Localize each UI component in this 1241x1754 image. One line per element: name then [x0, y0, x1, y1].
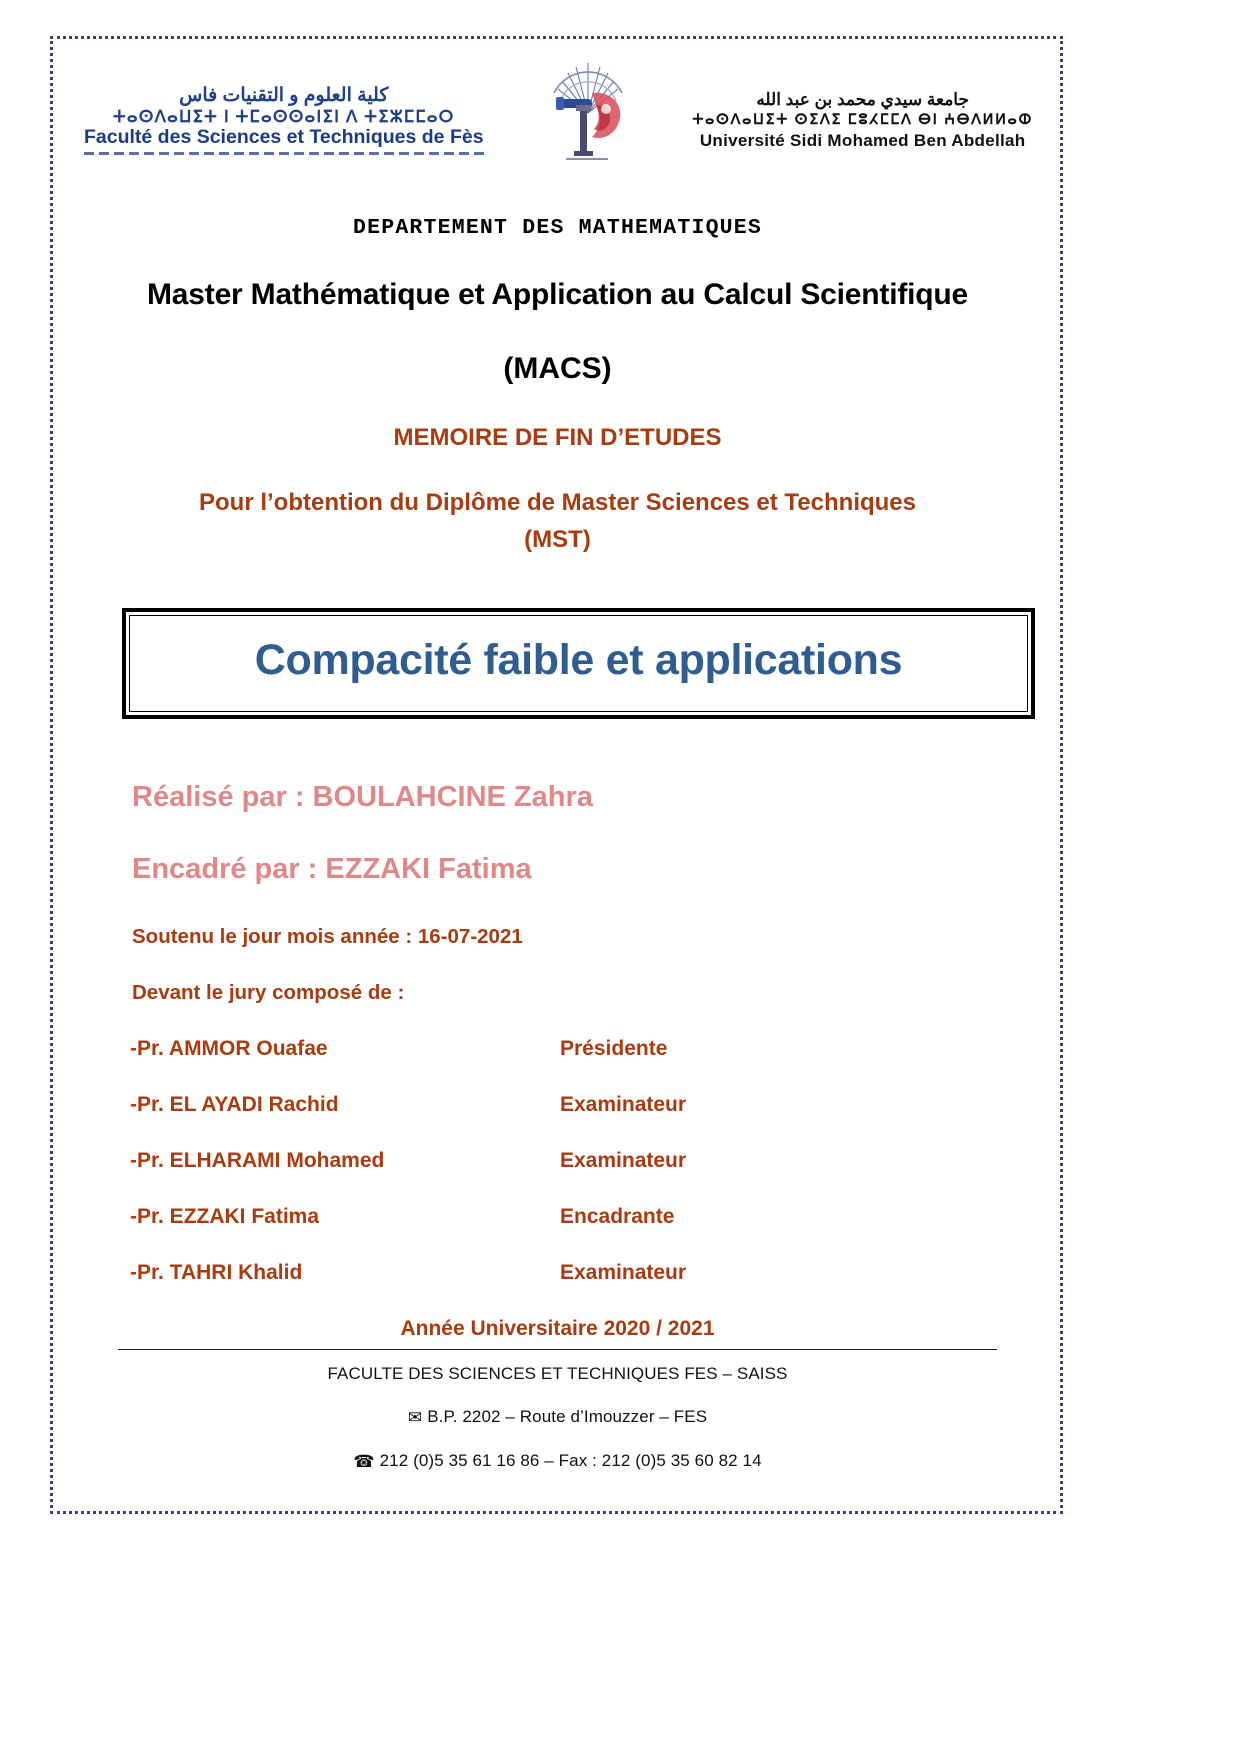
footer-institution: FACULTE DES SCIENCES ET TECHNIQUES FES – SAISS [327, 1364, 788, 1384]
jury-member-name: -Pr. TAHRI Khalid [130, 1261, 303, 1285]
department-heading: DEPARTEMENT DES MATHEMATIQUES [353, 216, 762, 240]
university-name-french: Université Sidi Mohamed Ben Abdellah [699, 130, 1026, 150]
jury-row [130, 1149, 1025, 1173]
master-program-acronym: (MACS) [503, 352, 612, 385]
footer-address-text: B.P. 2202 – Route d’Imouzzer – FES [427, 1407, 708, 1427]
defense-date: Soutenu le jour mois année : 16-07-2021 [132, 925, 523, 949]
academic-year-label: Année Universitaire 2020 / 2021 [400, 1317, 715, 1341]
footer-address [70, 1407, 1045, 1428]
footer-phone [70, 1451, 1045, 1472]
jury-member-role: Encadrante [560, 1205, 675, 1229]
jury-member-role: Examinateur [560, 1261, 687, 1285]
jury-row [130, 1093, 1025, 1117]
university-identity-block [692, 68, 1033, 149]
author-encadre-par: Encadré par : EZZAKI Fatima [132, 853, 532, 886]
university-name-arabic: جامعة سيدي محمد بن عبد الله [756, 90, 969, 110]
faculty-name-tifinagh: ⵜⴰⵙⴷⴰⵡⵉⵜ ⵏ ⵜⵎⴰⵙⵙⴰⵏⵉⵏ ⴷ ⵜⵉⵣⵎⵎⴰⵔ [113, 107, 455, 126]
faculty-underline-rule [84, 152, 484, 155]
memoire-kind-label: MEMOIRE DE FIN D’ETUDES [393, 424, 722, 451]
jury-member-name: -Pr. ELHARAMI Mohamed [130, 1149, 385, 1173]
memoire-purpose-acronym: (MST) [524, 526, 591, 554]
page-header [70, 46, 1045, 164]
jury-member-name: -Pr. AMMOR Ouafae [130, 1037, 328, 1061]
faculty-identity-block [84, 63, 484, 156]
telephone-icon: ☎ [353, 1452, 375, 1472]
university-name-tifinagh: ⵜⴰⵙⴷⴰⵡⵉⵜ ⵙⵉⴷⵉ ⵎⵓⵃⵎⵎⴷ ⴱⵏ ⵄⴱⴷⵍⵍⴰⵀ [692, 112, 1033, 129]
defense-block [132, 925, 1045, 1005]
faculty-name-arabic: كلية العلوم و التقنيات فاس [179, 84, 389, 106]
jury-intro-label: Devant le jury composé de : [132, 981, 405, 1005]
university-crest-logo [540, 53, 636, 165]
page-content [70, 46, 1045, 1495]
authors-block [132, 781, 1045, 886]
faculty-name-french: Faculté des Sciences et Techniques de Fès [84, 126, 484, 149]
jury-member-role: Examinateur [560, 1149, 687, 1173]
jury-list [130, 1037, 1025, 1285]
mail-icon: ✉ [407, 1408, 423, 1428]
footer-divider [118, 1349, 997, 1350]
footer-phone-text: 212 (0)5 35 61 16 86 – Fax : 212 (0)5 35 60 82 14 [379, 1451, 762, 1471]
master-program-title: Master Mathématique et Application au Calcul Scientifique [147, 278, 968, 311]
thesis-title-box [122, 608, 1035, 719]
memoire-purpose-text: Pour l’obtention du Diplôme de Master Sciences et Techniques [198, 489, 916, 516]
thesis-title-box-inner [129, 615, 1028, 712]
jury-member-role: Présidente [560, 1037, 668, 1061]
jury-member-name: -Pr. EL AYADI Rachid [130, 1093, 339, 1117]
jury-member-role: Examinateur [560, 1093, 687, 1117]
thesis-title: Compacité faible et applications [254, 636, 903, 685]
memoire-purpose-label [70, 484, 1045, 558]
jury-row [130, 1261, 1025, 1285]
author-realise-par: Réalisé par : BOULAHCINE Zahra [132, 781, 593, 814]
jury-member-name: -Pr. EZZAKI Fatima [130, 1205, 320, 1229]
footer-block [70, 1364, 1045, 1472]
jury-row [130, 1205, 1025, 1229]
jury-row [130, 1037, 1025, 1061]
